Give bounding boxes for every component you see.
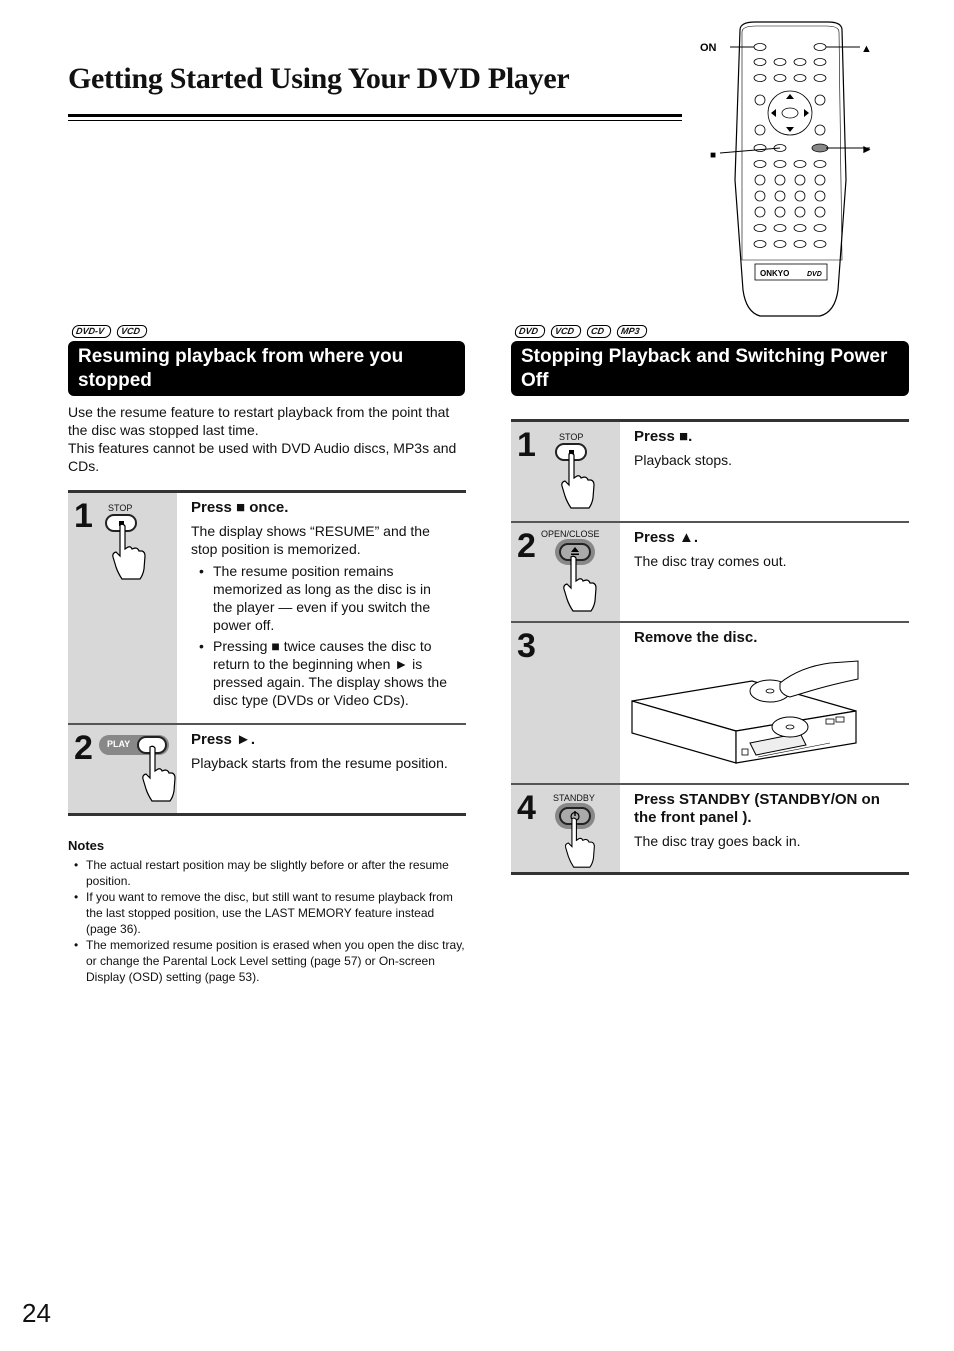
step-content bbox=[177, 725, 460, 813]
step-illustration bbox=[68, 493, 177, 723]
resume-steps bbox=[68, 490, 466, 816]
section-heading-resume: Resuming playback from where you stopped bbox=[68, 341, 465, 396]
intro-paragraph: Use the resume feature to restart playback from the point that the disc was stopped last time. bbox=[68, 404, 450, 438]
note-item: • The actual restart position may be slightly before or after the resume position. bbox=[68, 857, 468, 889]
disc-badges-left bbox=[72, 325, 147, 338]
step-2 bbox=[511, 523, 909, 623]
step-content bbox=[620, 623, 909, 783]
step-number: 1 bbox=[74, 497, 93, 535]
bullet-item: • Pressing ■ twice causes the disc to return to the beginning when ► is pressed again. The display shows the disc type (DVDs or Video CDs). bbox=[195, 637, 454, 709]
step-illustration bbox=[68, 725, 177, 813]
notes-list bbox=[68, 857, 468, 985]
step-body: The disc tray goes back in. bbox=[634, 833, 801, 849]
step-illustration bbox=[511, 523, 620, 621]
step-illustration bbox=[511, 623, 620, 783]
pointing-hand-icon bbox=[563, 817, 597, 869]
button-label: STOP bbox=[108, 503, 133, 513]
dvd-player-illustration bbox=[630, 653, 860, 773]
intro-text bbox=[68, 403, 468, 475]
disc-badge: VCD bbox=[550, 325, 582, 338]
step-number: 4 bbox=[517, 789, 536, 827]
step-content bbox=[620, 422, 744, 521]
step-2 bbox=[68, 725, 466, 813]
step-number: 1 bbox=[517, 426, 536, 464]
remote-callout-stop: ■ bbox=[710, 150, 717, 161]
step-illustration bbox=[511, 422, 620, 521]
step-number: 2 bbox=[74, 729, 93, 767]
button-label: STOP bbox=[559, 432, 584, 442]
step-body: Playback starts from the resume position. bbox=[191, 755, 448, 771]
step-heading: Remove the disc. bbox=[634, 629, 758, 646]
step-content bbox=[620, 523, 799, 621]
pointing-hand-icon bbox=[561, 452, 595, 510]
page-title: Getting Started Using Your DVD Player bbox=[68, 62, 570, 95]
remote-callout-eject: ▲ bbox=[861, 43, 872, 55]
pointing-hand-icon bbox=[142, 745, 176, 803]
title-rule-thin bbox=[68, 120, 682, 121]
step-heading: Press ►. bbox=[191, 731, 256, 748]
step-content bbox=[177, 493, 466, 723]
step-number: 3 bbox=[517, 627, 536, 665]
step-illustration bbox=[511, 785, 620, 872]
step-body: The display shows “RESUME” and the stop position is memorized. bbox=[191, 523, 430, 557]
button-label: PLAY bbox=[107, 739, 131, 749]
intro-paragraph: This features cannot be used with DVD Audio discs, MP3s and CDs. bbox=[68, 440, 457, 474]
step-number: 2 bbox=[517, 527, 536, 565]
remote-callout-play: ► bbox=[861, 142, 873, 156]
disc-badges-right bbox=[515, 325, 647, 338]
note-item: • If you want to remove the disc, but still want to resume playback from the last stopped position, use the LAST MEMORY feature instead (page 36). bbox=[68, 889, 468, 937]
disc-badge: MP3 bbox=[616, 325, 647, 338]
disc-badge: CD bbox=[586, 325, 612, 338]
notes bbox=[68, 838, 468, 985]
step-body: The disc tray comes out. bbox=[634, 553, 787, 569]
step-heading: Press STANDBY (STANDBY/ON on the front panel ). bbox=[634, 791, 880, 826]
note-item: • The memorized resume position is erased when you open the disc tray, or change the Parental Lock Level setting (page 57) or On-screen Display (OSD) setting (page 53). bbox=[68, 937, 468, 985]
remote-callout-on: ON bbox=[700, 42, 717, 54]
step-heading: Press ■. bbox=[634, 428, 693, 445]
stopping-steps bbox=[511, 419, 909, 875]
title-rule bbox=[68, 114, 682, 117]
step-3 bbox=[511, 623, 909, 785]
step-content bbox=[620, 785, 909, 872]
step-4 bbox=[511, 785, 909, 872]
page-number: 24 bbox=[22, 1298, 51, 1328]
step-1 bbox=[511, 422, 909, 523]
pointing-hand-icon bbox=[112, 523, 146, 581]
disc-badge: DVD-V bbox=[71, 325, 112, 338]
remote-brand: ONKYO bbox=[760, 269, 790, 278]
step-body: Playback stops. bbox=[634, 452, 733, 468]
step-heading: Press ■ once. bbox=[191, 499, 289, 516]
bullet-item: • The resume position remains memorized as long as the disc is in the player — even if you switch the power off. bbox=[195, 562, 454, 634]
section-heading-stopping: Stopping Playback and Switching Power Off bbox=[511, 341, 909, 396]
button-label: OPEN/CLOSE bbox=[541, 529, 600, 539]
notes-title: Notes bbox=[68, 838, 105, 853]
remote-control-illustration bbox=[700, 20, 890, 320]
disc-badge: DVD bbox=[514, 325, 546, 338]
remote-dvd-logo: DVD bbox=[807, 271, 822, 278]
step-bullets bbox=[195, 562, 454, 709]
step-heading: Press ▲. bbox=[634, 529, 699, 546]
disc-badge: VCD bbox=[116, 325, 148, 338]
step-1 bbox=[68, 493, 466, 725]
button-label: STANDBY bbox=[553, 793, 595, 803]
pointing-hand-icon bbox=[563, 555, 597, 613]
